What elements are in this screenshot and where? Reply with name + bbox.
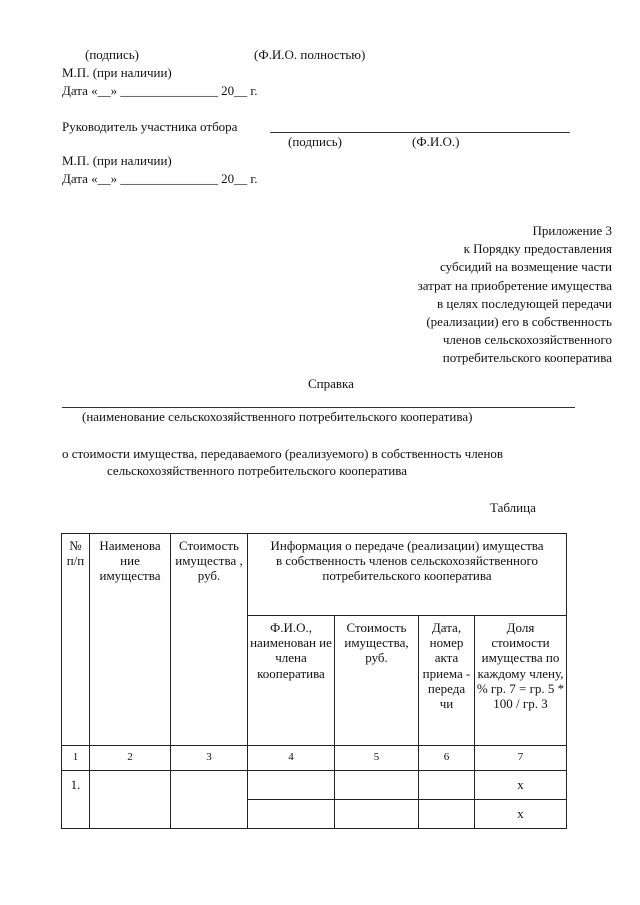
col-header-name: Наименова ние имущества: [90, 534, 171, 746]
cell-share: х: [475, 800, 567, 829]
stamp-label: М.П. (при наличии): [62, 153, 172, 168]
cell-share: х: [475, 771, 567, 800]
appendix-line: потребительского кооператива: [442, 350, 612, 366]
table-label: Таблица: [490, 500, 536, 515]
appendix-line: (реализации) его в собственность: [426, 314, 612, 330]
appendix-line: Приложение 3: [532, 223, 612, 238]
appendix-line: к Порядку предоставления: [463, 241, 612, 257]
cell-name: [90, 771, 171, 829]
cell-member-cost: [335, 771, 419, 800]
subject-line: о стоимости имущества, передаваемого (реализуемого) в собственность членов: [62, 446, 504, 461]
subheader-act-date: Дата, номер акта приема - переда чи: [419, 616, 475, 746]
date-line: Дата «__» _______________ 20__ г.: [62, 171, 258, 186]
property-table: [61, 533, 567, 829]
col-header-no: № п/п: [62, 534, 90, 746]
appendix-line: членов сельскохозяйственного: [442, 332, 612, 348]
cell-act: [419, 771, 475, 800]
head-signature-line: [270, 132, 570, 133]
signature-label: (подпись): [288, 134, 342, 149]
cell-member: [248, 771, 335, 800]
col-header-cost: Стоимость имущества , руб.: [171, 534, 248, 746]
cell-member-cost: [335, 800, 419, 829]
cell-member: [248, 800, 335, 829]
column-number: 4: [248, 746, 335, 771]
appendix-line: затрат на приобретение имущества: [417, 277, 612, 293]
column-number: 2: [90, 746, 171, 771]
cell-act: [419, 800, 475, 829]
stamp-label: М.П. (при наличии): [62, 65, 172, 80]
cell-cost: [171, 771, 248, 829]
subheader-member-cost: Стоимость имущества, руб.: [335, 616, 419, 746]
appendix-line: субсидий на возмещение части: [440, 259, 612, 275]
column-number: 5: [335, 746, 419, 771]
certificate-title: Справка: [308, 376, 354, 391]
column-number: 7: [475, 746, 567, 771]
column-number: 6: [419, 746, 475, 771]
org-name-line: [62, 407, 575, 408]
column-number: 3: [171, 746, 248, 771]
fio-label: (Ф.И.О.): [412, 134, 460, 149]
head-label: Руководитель участника отбора: [62, 119, 238, 134]
column-number: 1: [62, 746, 90, 771]
subheader-member-fio: Ф.И.О., наименован ие члена кооператива: [248, 616, 335, 746]
signature-label: (подпись): [85, 47, 139, 62]
table-row: [62, 771, 567, 800]
appendix-heading: [418, 222, 612, 368]
subject-line: сельскохозяйственного потребительского кооператива: [107, 463, 407, 478]
org-caption: (наименование сельскохозяйственного потребительского кооператива): [82, 409, 473, 424]
fio-full-label: (Ф.И.О. полностью): [254, 47, 366, 62]
subheader-share: Доля стоимости имущества по каждому члену, % гр. 7 = гр. 5 * 100 / гр. 3: [475, 616, 567, 746]
appendix-line: в целях последующей передачи: [437, 295, 612, 311]
col-header-transfer-info: Информация о передаче (реализации) имущества в собственность членов сельскохозяйственного потребительского кооператива: [248, 534, 567, 616]
date-line: Дата «__» _______________ 20__ г.: [62, 83, 258, 98]
row-number: 1.: [62, 771, 90, 829]
